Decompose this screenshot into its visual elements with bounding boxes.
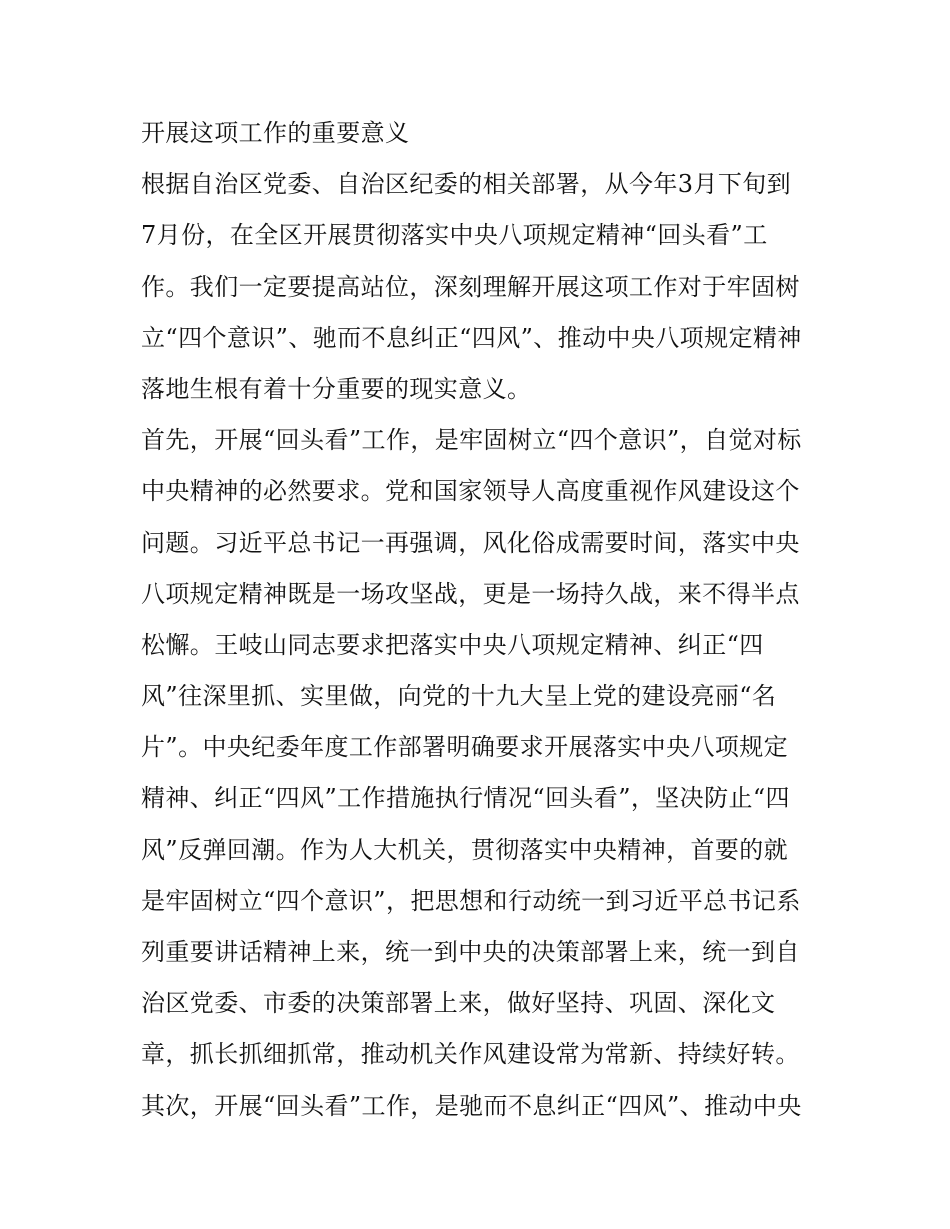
text-line: 是牢固树立“四个意识”，把思想和行动统一到习近平总书记系 (141, 886, 801, 915)
text-line: 其次，开展“回头看”工作，是驰而不息纠正“四风”、推动中央 (141, 1091, 802, 1120)
text-line: 章，抓长抓细抓常，推动机关作风建设常为常新、持续好转。 (141, 1040, 800, 1069)
text-line: 片”。中央纪委年度工作部署明确要求开展落实中央八项规定 (141, 733, 789, 762)
text-line: 首先，开展“回头看”工作，是牢固树立“四个意识”，自觉对标 (141, 426, 802, 455)
text-line: 八项规定精神既是一场攻坚战，更是一场持久战，来不得半点 (141, 579, 800, 608)
text-line: 作。我们一定要提高站位，深刻理解开展这项工作对于牢固树 (141, 272, 800, 301)
text-line: 根据自治区党委、自治区纪委的相关部署，从今年3月下旬到 (141, 170, 792, 199)
text-line: 松懈。王岐山同志要求把落实中央八项规定精神、纠正“四 (141, 630, 764, 659)
text-line: 中央精神的必然要求。党和国家领导人高度重视作风建设这个 (141, 477, 800, 506)
text-line: 7月份，在全区开展贯彻落实中央八项规定精神“回头看”工 (141, 221, 768, 250)
section-heading: 开展这项工作的重要意义 (141, 119, 410, 147)
text-line: 落地生根有着十分重要的现实意义。 (141, 374, 532, 403)
text-line: 精神、纠正“四风”工作措施执行情况“回头看”，坚决防止“四 (141, 784, 790, 813)
text-line: 风”反弹回潮。作为人大机关，贯彻落实中央精神，首要的就 (141, 835, 789, 864)
text-line: 列重要讲话精神上来，统一到中央的决策部署上来，统一到自 (141, 938, 800, 966)
text-line: 问题。习近平总书记一再强调，风化俗成需要时间，落实中央 (141, 528, 800, 557)
text-line: 风”往深里抓、实里做，向党的十九大呈上党的建设亮丽“名 (141, 682, 777, 711)
document-body (141, 108, 813, 1132)
text-line: 治区党委、市委的决策部署上来，做好坚持、巩固、深化文 (141, 989, 776, 1018)
text-line: 立“四个意识”、驰而不息纠正“四风”、推动中央八项规定精神 (141, 323, 802, 352)
